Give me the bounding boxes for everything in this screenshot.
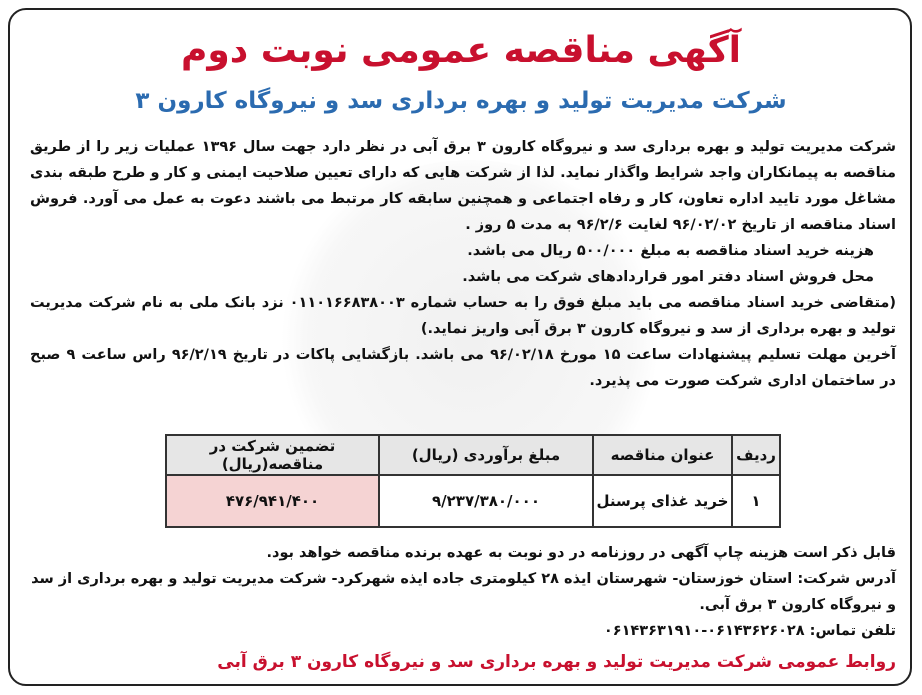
- company-subtitle: شرکت مدیریت تولید و بهره برداری سد و نیروگاه کارون ۳: [135, 88, 787, 114]
- cell-row-number: ۱: [732, 475, 780, 527]
- deadline-paragraph: آخرین مهلت تسلیم پیشنهادات ساعت ۱۵ مورخ ۹۶/۰۲/۱۸ می باشد. بازگشایی پاکات در تاریخ ۹۶/۲/۱۹ راس ساعت ۹ صبح در ساختمان اداری شرکت صورت می پذیرد.: [30, 347, 896, 389]
- notice-title: آگهی مناقصه عمومی نوبت دوم: [181, 30, 741, 71]
- header-estimate: مبلغ برآوردی (ریال): [379, 435, 593, 475]
- intro-paragraph: شرکت مدیریت تولید و بهره برداری سد و نیروگاه کارون ۳ برق آبی در نظر دارد جهت سال ۱۳۹۶ عملیات زیر را از طریق مناقصه به پیمانکاران واجد شرایط واگذار نماید. لذا از شرکت هایی که دارای تعیین صلاحیت ایمنی و کار و طرح طبقه بندی مشاغل مورد تایید اداره تعاون، کار و رفاه اجتماعی و همچنین سابقه کار مرتبط می باشند دعوت به عمل می آورد. فروش اسناد مناقصه از تاریخ ۹۶/۰۲/۰۲ لغایت ۹۶/۲/۶ به مدت ۵ روز .: [30, 139, 897, 233]
- table-header-row: [166, 435, 780, 475]
- contact-phone: تلفن تماس: ۰۶۱۴۳۶۲۶۰۲۸-۰۶۱۴۳۶۳۱۹۱۰: [603, 623, 896, 639]
- public-relations-signature: روابط عمومی شرکت مدیریت تولید و بهره برداری سد و نیروگاه کارون ۳ برق آبی: [217, 652, 896, 672]
- payment-instructions: (متقاضی خرید اسناد مناقصه می باید مبلغ فوق را به حساب شماره ۰۱۱۰۱۶۶۸۳۸۰۰۳ نزد بانک ملی به نام شرکت مدیریت تولید و بهره برداری از سد و نیروگاه کارون ۳ برق آبی واریز نماید.): [30, 295, 896, 337]
- cell-guarantee: ۴۷۶/۹۴۱/۴۰۰: [166, 475, 379, 527]
- notice-body: [30, 134, 896, 394]
- sales-location: محل فروش اسناد دفتر امور قراردادهای شرکت می باشد.: [462, 269, 874, 285]
- header-guarantee: تضمین شرکت در مناقصه(ریال): [166, 435, 379, 475]
- notice-footer-text: [30, 540, 896, 644]
- cell-tender-title: خرید غذای پرسنل: [593, 475, 732, 527]
- document-fee: هزینه خرید اسناد مناقصه به مبلغ ۵۰۰/۰۰۰ ریال می باشد.: [467, 243, 874, 259]
- header-row-number: ردیف: [732, 435, 780, 475]
- tender-table: [165, 434, 781, 528]
- company-address: آدرس شرکت: استان خوزستان- شهرستان ایذه ۲۸ کیلومتری جاده ایذه شهرکرد- شرکت مدیریت تولید و بهره برداری از سد و نیروگاه کارون ۳ برق آبی.: [31, 571, 896, 613]
- advertising-cost-note: قابل ذکر است هزینه چاپ آگهی در روزنامه در دو نوبت به عهده برنده مناقصه خواهد بود.: [266, 545, 896, 561]
- table-row: [166, 475, 780, 527]
- header-tender-title: عنوان مناقصه: [593, 435, 732, 475]
- cell-estimate: ۹/۲۳۷/۳۸۰/۰۰۰: [379, 475, 593, 527]
